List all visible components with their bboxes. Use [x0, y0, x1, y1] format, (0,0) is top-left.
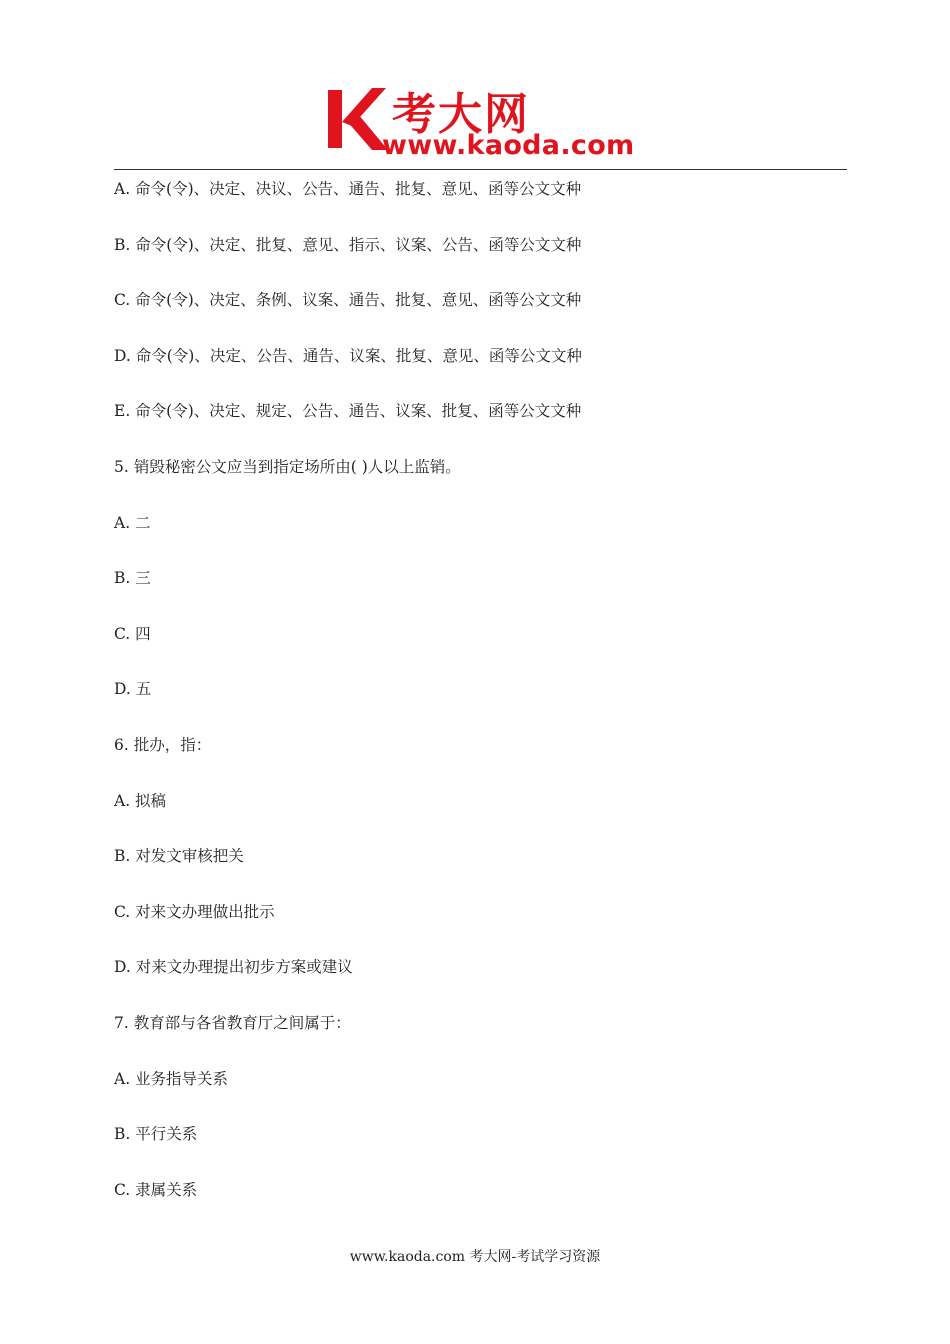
document-body: [114, 176, 847, 1232]
logo-chinese-name: 考大网: [392, 89, 530, 140]
option-line: C. 命令(令)、决定、条例、议案、通告、批复、意见、函等公文文种: [114, 291, 582, 310]
k-logo-icon: [326, 86, 388, 152]
option-line: A. 命令(令)、决定、决议、公告、通告、批复、意见、函等公文文种: [114, 180, 582, 198]
option-line: D. 命令(令)、决定、公告、通告、议案、批复、意见、函等公文文种: [114, 346, 582, 365]
page-footer: www.kaoda.com 考大网-考试学习资源: [349, 1249, 601, 1265]
option-line: A. 二: [114, 513, 151, 532]
option-line: C. 四: [114, 624, 151, 643]
option-line: B. 命令(令)、决定、批复、意见、指示、议案、公告、函等公文文种: [114, 235, 582, 254]
header-divider: [114, 169, 847, 170]
option-line: B. 对发文审核把关: [114, 847, 244, 866]
question-line: 5. 销毁秘密公文应当到指定场所由( )人以上监销。: [114, 457, 461, 476]
option-line: D. 对来文办理提出初步方案或建议: [114, 958, 353, 977]
option-line: B. 三: [114, 569, 151, 588]
logo-url-text: www.kaoda.com: [382, 130, 635, 161]
option-line: A. 拟稿: [114, 791, 167, 810]
option-line: B. 平行关系: [114, 1125, 198, 1144]
question-line: 6. 批办，指：: [114, 735, 212, 754]
option-line: E. 命令(令)、决定、规定、公告、通告、议案、批复、函等公文文种: [114, 402, 582, 421]
question-line: 7. 教育部与各省教育厅之间属于：: [114, 1013, 351, 1032]
option-line: A. 业务指导关系: [114, 1069, 229, 1088]
option-line: C. 隶属关系: [114, 1180, 198, 1199]
option-line: D. 五: [114, 680, 152, 699]
site-logo[interactable]: [326, 84, 644, 164]
option-line: C. 对来文办理做出批示: [114, 902, 275, 921]
